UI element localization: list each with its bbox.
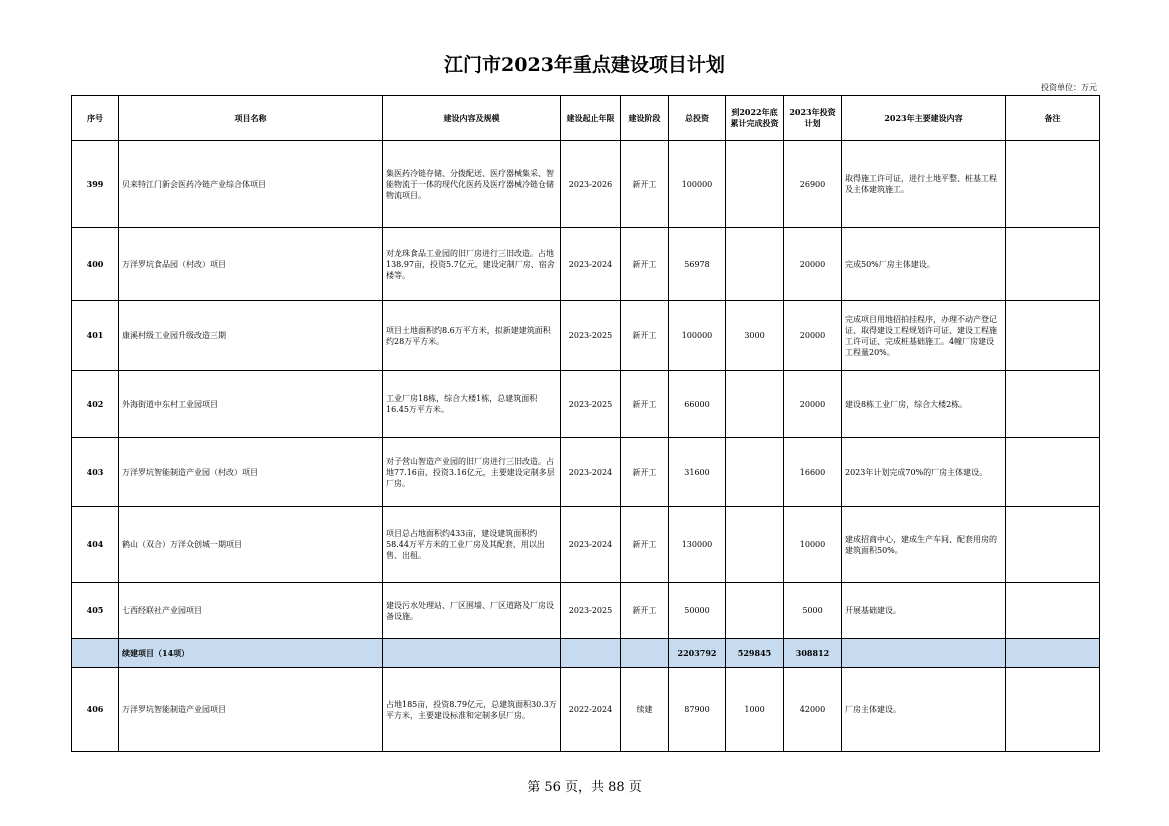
row-total: 130000	[669, 507, 726, 583]
row-no: 400	[72, 228, 119, 301]
row-content: 完成项目用地招拍挂程序，办理不动产登记证、取得建设工程规划许可证、建设工程施工许可证、完成桩基础施工。4幢厂房建设工程量20%。	[842, 301, 1006, 371]
row-content: 开展基础建设。	[842, 583, 1006, 639]
row-note	[1006, 583, 1100, 639]
row-name: 七西经联社产业园项目	[119, 583, 383, 639]
row-no: 406	[72, 668, 119, 752]
table-row	[72, 371, 1100, 438]
row-plan: 26900	[784, 141, 842, 228]
header-done: 到2022年底累计完成投资	[726, 96, 784, 141]
row-scope: 集医药冷链存储、分拨配送、医疗器械集采、智能物流于一体的现代化医药及医疗器械冷链仓储物流项目。	[383, 141, 561, 228]
row-content: 建设8栋工业厂房，综合大楼2栋。	[842, 371, 1006, 438]
header-stage: 建设阶段	[621, 96, 669, 141]
summary-note	[1006, 639, 1100, 668]
row-done	[726, 583, 784, 639]
unit-label: 投资单位：万元	[1041, 83, 1097, 92]
row-plan: 20000	[784, 371, 842, 438]
row-stage: 新开工	[621, 228, 669, 301]
summary-period	[561, 639, 621, 668]
row-plan: 42000	[784, 668, 842, 752]
row-stage: 新开工	[621, 507, 669, 583]
header-no: 序号	[72, 96, 119, 141]
row-done: 3000	[726, 301, 784, 371]
row-no: 404	[72, 507, 119, 583]
row-period: 2023-2026	[561, 141, 621, 228]
row-name: 万洋罗坑智能制造产业园（村改）项目	[119, 438, 383, 507]
row-period: 2023-2024	[561, 438, 621, 507]
row-note	[1006, 371, 1100, 438]
row-content: 厂房主体建设。	[842, 668, 1006, 752]
row-stage: 新开工	[621, 438, 669, 507]
row-period: 2023-2025	[561, 371, 621, 438]
table-row	[72, 228, 1100, 301]
row-note	[1006, 228, 1100, 301]
row-total: 66000	[669, 371, 726, 438]
row-plan: 20000	[784, 228, 842, 301]
row-no: 403	[72, 438, 119, 507]
summary-done: 529845	[726, 639, 784, 668]
row-note	[1006, 507, 1100, 583]
row-total: 87900	[669, 668, 726, 752]
table-row	[72, 668, 1100, 752]
summary-label: 续建项目（14项）	[119, 639, 383, 668]
row-name: 贝来特江门新会医药冷链产业综合体项目	[119, 141, 383, 228]
row-period: 2023-2024	[561, 228, 621, 301]
table-row	[72, 583, 1100, 639]
row-total: 50000	[669, 583, 726, 639]
summary-stage	[621, 639, 669, 668]
row-note	[1006, 438, 1100, 507]
row-period: 2023-2024	[561, 507, 621, 583]
header-content: 2023年主要建设内容	[842, 96, 1006, 141]
row-scope: 项目土地面积约8.6万平方米，拟新建建筑面积约28万平方米。	[383, 301, 561, 371]
row-name: 万洋罗坑食品园（村改）项目	[119, 228, 383, 301]
page-title: 江门市2023年重点建设项目计划	[444, 54, 725, 76]
row-scope: 占地185亩，投资8.79亿元，总建筑面积30.3万平方米，主要建设标准和定制多层厂房。	[383, 668, 561, 752]
row-period: 2023-2025	[561, 301, 621, 371]
row-total: 100000	[669, 301, 726, 371]
header-period: 建设起止年限	[561, 96, 621, 141]
summary-total: 2203792	[669, 639, 726, 668]
row-name: 鹤山（双合）万洋众创城一期项目	[119, 507, 383, 583]
row-scope: 对子营山智造产业园的旧厂房进行三旧改造。占地77.16亩，投资3.16亿元，主要建设定制多层厂房。	[383, 438, 561, 507]
row-scope: 项目总占地面积约433亩，建设建筑面积约58.44万平方米的工业厂房及其配套，用以出售、出租。	[383, 507, 561, 583]
row-done	[726, 371, 784, 438]
row-done	[726, 438, 784, 507]
table-row	[72, 301, 1100, 371]
row-plan: 16600	[784, 438, 842, 507]
row-no: 399	[72, 141, 119, 228]
row-stage: 新开工	[621, 371, 669, 438]
row-period: 2023-2025	[561, 583, 621, 639]
row-note	[1006, 668, 1100, 752]
row-no: 401	[72, 301, 119, 371]
project-table	[71, 95, 1100, 752]
table-row	[72, 141, 1100, 228]
row-scope: 工业厂房18栋，综合大楼1栋，总建筑面积16.45万平方米。	[383, 371, 561, 438]
row-content: 建成招商中心，建成生产车间、配套用房的建筑面积50%。	[842, 507, 1006, 583]
summary-content	[842, 639, 1006, 668]
row-done	[726, 228, 784, 301]
summary-plan: 308812	[784, 639, 842, 668]
row-content: 2023年计划完成70%的厂房主体建设。	[842, 438, 1006, 507]
summary-row	[72, 639, 1100, 668]
summary-no	[72, 639, 119, 668]
row-name: 外海街道中东村工业园项目	[119, 371, 383, 438]
row-plan: 5000	[784, 583, 842, 639]
row-no: 402	[72, 371, 119, 438]
row-done	[726, 507, 784, 583]
row-scope: 对龙珠食品工业园的旧厂房进行三旧改造。占地138.97亩，投资5.7亿元，建设定制厂房、宿舍楼等。	[383, 228, 561, 301]
page-footer: 第 56 页，共 88 页	[527, 780, 642, 795]
row-note	[1006, 141, 1100, 228]
row-total: 100000	[669, 141, 726, 228]
row-content: 取得施工许可证，进行土地平整、桩基工程及主体建筑施工。	[842, 141, 1006, 228]
table-row	[72, 507, 1100, 583]
header-plan: 2023年投资计划	[784, 96, 842, 141]
row-stage: 续建	[621, 668, 669, 752]
row-no: 405	[72, 583, 119, 639]
row-stage: 新开工	[621, 301, 669, 371]
row-name: 万洋罗坑智能制造产业园项目	[119, 668, 383, 752]
header-total: 总投资	[669, 96, 726, 141]
header-name: 项目名称	[119, 96, 383, 141]
row-total: 56978	[669, 228, 726, 301]
row-plan: 10000	[784, 507, 842, 583]
header-note: 备注	[1006, 96, 1100, 141]
row-stage: 新开工	[621, 583, 669, 639]
row-done	[726, 141, 784, 228]
header-scope: 建设内容及规模	[383, 96, 561, 141]
table-row	[72, 438, 1100, 507]
row-note	[1006, 301, 1100, 371]
row-stage: 新开工	[621, 141, 669, 228]
row-period: 2022-2024	[561, 668, 621, 752]
row-scope: 建设污水处理站、厂区围墙、厂区道路及厂房设备设施。	[383, 583, 561, 639]
row-total: 31600	[669, 438, 726, 507]
row-done: 1000	[726, 668, 784, 752]
row-plan: 20000	[784, 301, 842, 371]
row-content: 完成50%厂房主体建设。	[842, 228, 1006, 301]
summary-scope	[383, 639, 561, 668]
table-header-row	[72, 96, 1100, 141]
row-name: 康溪村级工业园升级改造三期	[119, 301, 383, 371]
